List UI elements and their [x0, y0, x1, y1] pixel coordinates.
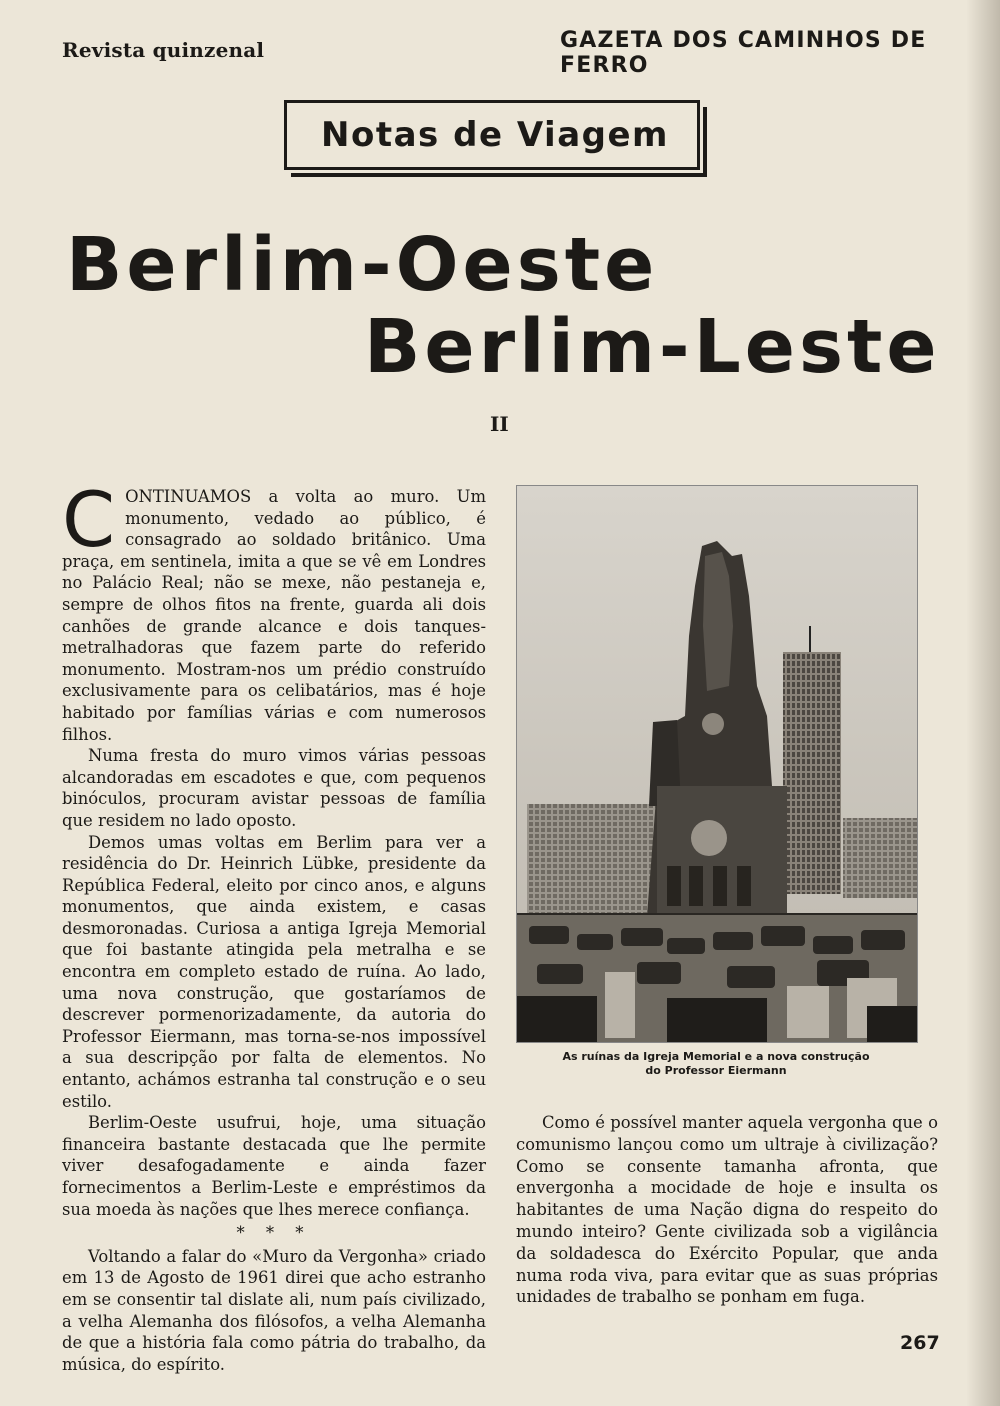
- drop-cap: C: [62, 475, 116, 564]
- photo-caption: [516, 1050, 916, 1078]
- article-title-line2: Berlim-Leste: [364, 304, 941, 390]
- paragraph: CONTINUAMOS a volta ao muro. Um monumento, vedado ao público, é consagrado ao soldado britânico. Uma praça, em sentinela, imita a que se vê em Londres no Palácio Real; não se mexe, não pestaneja e, sempre de olhos fitos na frente, guarda ali dois canhões de grande alcance e dois tanques-metralhadoras que fazem parte do referido monumento. Mostram-nos um prédio construído exclusivamente para os celibatários, mas é hoje habitado por famílias várias e com numerosos filhos.: [62, 475, 486, 744]
- right-column: [516, 1112, 938, 1308]
- page-number: 267: [900, 1332, 940, 1354]
- section-separator: * * *: [236, 1223, 312, 1243]
- caption-line1: As ruínas da Igreja Memorial e a nova construção: [562, 1050, 870, 1063]
- paragraph: Demos umas voltas em Berlim para ver a residência do Dr. Heinrich Lübke, presidente da República Federal, eleito por cinco anos, e alguns monumentos, que ainda existem, e casas desmoronadas. Curiosa a antiga Igreja Memorial que foi bastante atingida pela metralha e se encontra em completo estado de ruína. Ao lado, uma nova construção, que gostaríamos de descrever pormenorizadamente, da autoria do Professor Eiermann, mas torna-se-nos impossível a sua descripção por falta de elementos. No entanto, achámos estranha tal construção e o seu estilo.: [62, 832, 486, 1111]
- header-right: GAZETA DOS CAMINHOS DE FERRO: [560, 28, 927, 78]
- part-number: II: [490, 412, 509, 436]
- paragraph: Berlim-Oeste usufrui, hoje, uma situação financeira bastante destacada que lhe permite viver desafogadamente e ainda fazer fornecimentos a Berlim-Leste e empréstimos da sua moeda às nações que lhes merece confiança.: [62, 1113, 486, 1219]
- header-left: Revista quinzenal: [62, 38, 265, 62]
- caption-line2: do Professor Eiermann: [645, 1064, 787, 1077]
- article-title-line1: Berlim-Oeste: [66, 222, 659, 308]
- church-photo: [516, 485, 918, 1043]
- section-box: [284, 100, 700, 170]
- paragraph: Como é possível manter aquela vergonha que o comunismo lançou como um ultraje à civilização? Como se consente tamanha afronta, que envergonha a mocidade de hoje e insulta os habitantes de uma Nação digna do respeito do mundo inteiro? Gente civilizada sob a vigilância da soldadesca do Exército Popular, que anda numa roda viva, para evitar que as suas próprias unidades de trabalho se ponham em fuga.: [516, 1113, 938, 1307]
- section-title: Notas de Viagem: [321, 115, 669, 155]
- paragraph: Voltando a falar do «Muro da Vergonha» criado em 13 de Agosto de 1961 direi que acho estranho em se consentir tal dislate ali, num país civilizado, a velha Alemanha dos filósofos, a velha Alemanha de que a história fala como pátria do trabalho, da música, do espírito.: [62, 1246, 486, 1374]
- paragraph: Numa fresta do muro vimos várias pessoas alcandoradas em escadotes e que, com pequenos binóculos, procuram avistar pessoas de família que residem no lado oposto.: [62, 746, 486, 830]
- left-column: [62, 475, 486, 1375]
